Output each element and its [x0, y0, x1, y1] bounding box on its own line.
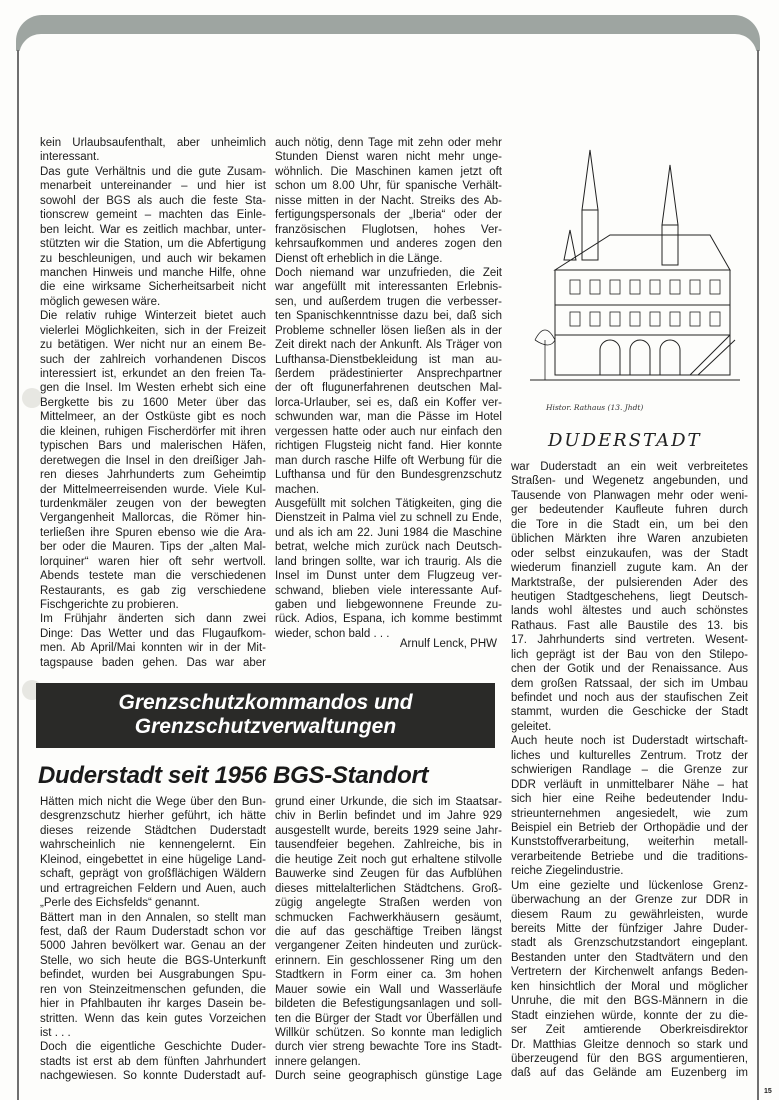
text-line: desgrenzschutz hierher geführt, ich hätte [40, 810, 266, 823]
text-line: Doch niemand war unzufrieden, die Zeit [275, 266, 502, 279]
text-line: schaft, geprägt von großflächigen Wäldern [40, 868, 266, 881]
text-line: Kleinod, eingebettet in eine hügelige Land- [40, 853, 266, 866]
text-line: ßerdem prädestinierter Ansprechpartner [275, 368, 502, 380]
text-line: zu betätigen. Wer nicht nur an einem Be- [40, 339, 266, 352]
text-line: rück. Adios, Espana, ich komme bestimmt [275, 613, 502, 626]
text-line: schwand, blieben viele interessante Auf- [275, 584, 502, 597]
text-line: fest, daß der Raum Duderstadt schon vor [40, 925, 266, 938]
text-line: land bringen sollte, war ich traurig. Als die [275, 555, 502, 568]
text-line: Bestanden unter den Stadtvätern und den [511, 951, 748, 964]
text-line: Dinge: Das Wetter und das Flugaufkom- [40, 627, 266, 640]
text-line: interessiert ist, erkundet an den freien Ta- [40, 368, 266, 380]
text-line: kehrsaufkommen und anderes zogen den [275, 238, 502, 251]
paragraph [40, 612, 266, 670]
text-line: bildeten die Befestigungsanlagen und soll- [275, 998, 502, 1011]
text-line: die eine wirksame Sicherheitsarbeit nicht [40, 281, 266, 294]
article1-column-2 [275, 136, 502, 641]
text-line: ser Zeit amtierende Oberkreisdirektor [511, 1024, 748, 1037]
page-header-band-inner [19, 34, 757, 74]
text-line: diesem Raum zu gewährleisten, wurde [511, 908, 748, 921]
text-line: Restaurants, es gab zig verschiedene [40, 584, 266, 597]
page-number: 15 [764, 1088, 772, 1095]
punch-hole [22, 388, 42, 408]
text-line: strieunternehmen angesiedelt, wie zum [511, 807, 748, 820]
text-line: sowohl der BGS als auch die feste Sta- [40, 194, 266, 207]
text-line: ten die Bürger der Stadt vor Überfällen und [275, 1012, 502, 1025]
text-line: stadt als Grenzschutzstandort eingeplant. [511, 937, 748, 950]
text-line: französischen Fluglotsen, hohes Ver- [275, 223, 502, 236]
text-line: und ertragreichen Feldern und Auen, auch [40, 882, 266, 895]
text-line: die kleinen, ruhigen Fischerdörfer mit ihren [40, 425, 266, 438]
article1-column-1 [40, 136, 266, 670]
text-line: durch vier streng bewachte Tore ins Stadt- [275, 1041, 502, 1054]
text-line: vergangener Zeiten hindeuten und zurück- [275, 940, 502, 953]
text-line: Dienstzeit in Palma viel zu schnell zu Ende, [275, 512, 502, 525]
paragraph [275, 497, 502, 641]
text-line: überwachung an der Grenze zur DDR in [511, 894, 748, 907]
text-line: Lufthansa und für den Bundesgrenzschutz [275, 469, 502, 482]
text-line: Straßen- und Wegenetz angebunden, und [511, 475, 748, 488]
text-line: Stadt einziehen würde, konnte der zu die- [511, 1009, 748, 1022]
text-line: chiv in Berlin befindet und im Jahre 929 [275, 810, 502, 823]
text-line: wahrscheinlich nie kennengelernt. Ein [40, 839, 266, 852]
text-line: 17. Jahrhunderts sind vertreten. Wesent- [511, 634, 748, 647]
text-line: Dr. Matthias Gleitze dennoch so stark und [511, 1038, 748, 1051]
text-line: bereits Mitte der fünfziger Jahre Duder- [511, 923, 748, 935]
text-line: hier in Pfahlbauten ihr karges Dasein be- [40, 998, 266, 1011]
text-line: gaben und liebgewonnene Freunde zu- [275, 599, 502, 611]
text-line: zu beschleunigen, und auch wir bekamen [40, 252, 266, 265]
text-line: 5000 Jahren bevölkert war. Genau an der [40, 940, 266, 953]
text-line: ren von Steinzeitmenschen gefunden, die [40, 983, 266, 996]
section-banner [36, 683, 495, 748]
text-line: Im Frühjahr änderten sich dann zwei [40, 613, 266, 626]
text-line: Ausgefüllt mit solchen Tätigkeiten, ging die [275, 497, 502, 510]
text-line: Stunden Dienst waren nicht mehr unge- [275, 151, 502, 164]
paragraph [40, 136, 266, 165]
text-line: befindet, wurden bei Ausgrabungen Spu- [40, 969, 266, 982]
text-line: ken hinsichtlich der Moral und möglicher [511, 980, 748, 993]
text-line: richtigen Flugsteig nicht fand. Hier konnte [275, 440, 502, 453]
text-line: die heutige Zeit noch gut erhaltene stilvolle [275, 853, 502, 866]
text-line: Stelle, wo sich heute die BGS-Unterkunft [40, 954, 266, 967]
text-line: dieses reizende Städtchen Duderstadt [40, 824, 266, 837]
section-banner-line-2: Grenzschutzverwaltungen [134, 715, 397, 738]
text-line: dem großen Ratssaal, der sich im Umbau [511, 677, 748, 690]
paragraph [511, 734, 748, 878]
text-line: lands wohl ältestes und auch schönstes [511, 605, 748, 618]
article-headline: Duderstadt seit 1956 BGS-Standort [38, 762, 429, 789]
text-line: vergessen hatte oder auch nur einfach den [275, 425, 502, 438]
article2-column-1 [40, 795, 266, 1084]
text-line: deretwegen die Insel in den dreißiger Jah- [40, 454, 266, 467]
text-line: Das gute Verhältnis und die gute Zusam- [40, 165, 266, 178]
text-line: ber oder die Mauren. Tips der „alten Mal- [40, 541, 266, 554]
paragraph [275, 795, 502, 1069]
illustration-caption: Histor. Rathaus (13. Jhdt) [546, 403, 644, 412]
paragraph [511, 460, 748, 734]
text-line: sich hier eine Reihe bedeutender Indu- [511, 793, 748, 806]
text-line: machen. [275, 483, 320, 496]
text-line: manchen Hinweis und manche Hilfe, ohne [40, 266, 266, 279]
text-line: schwunden war, man die Pässe im Hotel [275, 411, 502, 424]
text-line: geleitet. [511, 720, 552, 733]
text-line: der oft flugunerfahrenen deutschen Mal- [275, 382, 502, 395]
text-line: fertigungspersonals der „Iberia“ oder der [275, 209, 502, 222]
text-line: menarbeit untereinander – und hier ist [40, 180, 266, 193]
text-line: Lufthansa-Dienstbekleidung ist man au- [275, 353, 502, 366]
text-line: nachgewiesen. So konnte Duderstadt auf- [40, 1070, 266, 1083]
text-line: Insel im Dunst unter dem Flugzeug ver- [275, 570, 502, 583]
text-line: ren dieses Jahrhunderts zum Geheimtip [40, 469, 266, 482]
text-line: lorca-Urlauber, sei es, daß ein Koffer ver- [275, 396, 502, 409]
text-line: Beispiel ein Betrieb der Orthopädie und der [511, 821, 748, 834]
text-line: Dienst oft erheblich in die Länge. [275, 252, 443, 265]
text-line: Bättert man in den Annalen, so stellt man [40, 911, 266, 924]
text-line: ten Spanischkenntnisse dazu bei, daß sich [275, 310, 502, 323]
paragraph [40, 1040, 266, 1083]
section-banner-line-1: Grenzschutzkommandos und [118, 691, 413, 714]
text-line: typischen Bars und malerischen Häfen, [40, 440, 266, 453]
text-line: ben leicht. War es zeitlich machbar, unter- [40, 223, 266, 236]
text-line: die auf das geschäftige Treiben längst [275, 925, 502, 938]
text-line: Mauer sowie ein Wall und Wasserläufe [275, 983, 502, 996]
text-line: schmucken Fachwerkhäusern gesäumt, [275, 911, 502, 924]
text-line: der Mittelmeerreisenden wurde. Viele Kul- [40, 483, 266, 496]
text-line: daß auf das Gelände am Euzenberg im [511, 1067, 748, 1080]
text-line: tionscrew gemeint – machten das Einle- [40, 209, 266, 222]
text-line: erinnern. Ein geschlossener Ring um den [275, 954, 502, 967]
text-line: Vertretern der Kirchenwelt anfangs Beden- [511, 966, 748, 979]
text-line: men. Ab April/Mai konnten wir in der Mit- [40, 642, 266, 655]
text-line: Hätten mich nicht die Wege über den Bun- [40, 796, 266, 808]
text-line: Zeit direkt nach der Ankunft. Als Träger von [275, 339, 502, 352]
text-line: lich geprägt ist der Bau von den Stilepo- [511, 648, 748, 661]
paragraph [275, 136, 502, 266]
article2-column-3 [511, 460, 748, 1081]
text-line: auch nötig, denn Tage mit zehn oder mehr [275, 137, 502, 149]
text-line: Bergkette bis zu 1600 Meter über das [40, 396, 266, 409]
text-line: Bauwerke sind Zeugen für das Aufblühen [275, 868, 502, 881]
text-line: ausgestellt wurde, bereits 1929 seine Jahr- [275, 824, 502, 837]
text-line: sen, und außerdem trugen die verbesser- [275, 295, 502, 308]
text-line: befindet und noch aus der staufischen Zeit [511, 692, 748, 704]
text-line: „Perle des Eichsfelds“ genannt. [40, 897, 200, 910]
text-line: Rathaus. Fast alle Baustile des 13. bis [511, 619, 748, 632]
paragraph [275, 1069, 502, 1083]
illustration-title: DUDERSTADT [548, 430, 702, 451]
text-line: wieder, schon bald . . . [275, 627, 390, 640]
text-line: grund einer Urkunde, die sich im Staatsar- [275, 796, 502, 808]
text-line: interessant. [40, 151, 100, 164]
text-line: tausendfeier begehen. Zahlreiche, bis in [275, 839, 502, 852]
text-line: liches und kulturelles Zentrum. Trotz der [511, 749, 748, 762]
paragraph [40, 165, 266, 309]
text-line: Die relativ ruhige Winterzeit bietet auch [40, 310, 266, 323]
text-line: ist . . . [40, 1027, 71, 1039]
text-line: Auch heute noch ist Duderstadt wirtschaft- [511, 735, 748, 748]
paragraph [511, 879, 748, 1081]
text-line: such der zahlreich vorhandenen Discos [40, 353, 266, 366]
text-line: man durch rasche Hilfe oft Werbung für die [275, 454, 502, 467]
text-line: Doch die eigentliche Geschichte Duder- [40, 1041, 266, 1054]
text-line: Stadtkern in Form einer ca. 3m hohen [275, 969, 502, 982]
text-line: DDR verläuft in unmittelbarer Nähe – hat [511, 778, 748, 791]
text-line: reiche Ziegelindustrie. [511, 865, 624, 878]
text-line: war Duderstadt an ein weit verbreitetes [511, 461, 748, 473]
text-line: verarbeitende Betriebe und die traditions- [511, 850, 748, 863]
text-line: Fischgerichte zu probieren. [40, 599, 179, 611]
text-line: lorquiner“ waren hier oft sehr wertvoll. [40, 555, 266, 568]
text-line: heutigen Stadtgeschehens, liegt Deutsch- [511, 590, 748, 603]
text-line: Willkür schützen. So konnte man lediglich [275, 1027, 502, 1039]
text-line: terließen ihre Spuren ebenso wie die Ara- [40, 526, 266, 539]
text-line: Unruhe, die mit den BGS-Männern in die [511, 995, 748, 1008]
text-line: oder selbst einzukaufen, was der Stadt [511, 547, 748, 560]
text-line: gen die Insel. Im Westen erhebt sich eine [40, 382, 266, 395]
text-line: und als ich am 22. Juni 1984 die Maschine [275, 526, 502, 539]
author-signature: Arnulf Lenck, PHW [399, 638, 497, 650]
text-line: chen der Gotik und der Renaissance. Aus [511, 663, 748, 676]
paragraph [40, 795, 266, 911]
town-hall-illustration [510, 140, 750, 390]
text-line: wiederum finanziell zugute kam. An der [511, 562, 748, 575]
text-line: Kunststoffverarbeitung, weiterhin metall- [511, 836, 748, 849]
text-line: überzeugend für den BGS argumentieren, [511, 1052, 748, 1065]
text-line: Marktstraße, der pulsierenden Ader des [511, 576, 748, 589]
text-line: stammt, wurden die Geschicke der Stadt [511, 706, 748, 719]
text-line: war angefüllt mit interessanten Erlebnis- [275, 281, 502, 294]
text-line: zügig angelegte Straßen werden von [275, 897, 502, 910]
town-hall-sketch [530, 150, 740, 380]
paragraph [40, 911, 266, 1041]
text-line: tagspause baden gehen. Das war aber [40, 656, 266, 669]
left-frame-line [17, 50, 19, 1100]
text-line: wöhnlich. Die Maschinen kamen jetzt oft [275, 165, 502, 178]
text-line: Tausende von Planwagen mehr oder weni- [511, 489, 748, 502]
text-line: Abends testete man die verschiedenen [40, 570, 266, 583]
right-frame-line [757, 50, 759, 1100]
text-line: nisse mitten in der Nacht. Streiks des Ab- [275, 194, 502, 207]
text-line: betrat, welche mich zurück nach Deutsch- [275, 541, 502, 554]
text-line: stritten. Wenn das kein gutes Vorzeichen [40, 1012, 266, 1025]
paragraph [275, 266, 502, 497]
text-line: innere gelangen. [275, 1055, 361, 1068]
text-line: dieses mittelalterlichen Städtchens. Groß- [275, 882, 502, 895]
paragraph [40, 309, 266, 612]
text-line: Probleme schneller lösen ließen als in der [275, 324, 502, 337]
text-line: möglich gewesen wäre. [40, 295, 161, 308]
text-line: ger bedeutender Kaufleute fuhren durch [511, 504, 748, 517]
text-line: vielerlei Möglichkeiten, sich in der Freizeit [40, 324, 266, 337]
text-line: Durch seine geographisch günstige Lage [275, 1070, 502, 1083]
article2-column-2 [275, 795, 502, 1084]
text-line: Um eine gezielte und lückenlose Grenz- [511, 879, 748, 892]
text-line: Vergangenheit Mallorcas, die Römer hin- [40, 512, 266, 525]
text-line: stadts ist erst ab dem fünften Jahrhundert [40, 1055, 266, 1068]
text-line: kein Urlaubsaufenthalt, aber unheimlich [40, 137, 266, 149]
text-line: stützten wir die Station, um die Abfertigung [40, 238, 266, 251]
text-line: schwierigen Randlage – die Grenze zur [511, 764, 748, 777]
text-line: schon um 8.00 Uhr, für spanische Verhält- [275, 180, 502, 193]
text-line: die Tore in die Stadt ein, um bei den [511, 518, 748, 531]
text-line: turdenkmäler zeugen von der bewegten [40, 497, 266, 510]
text-line: Mittelmeer, an der Ostküste gibt es noch [40, 411, 266, 424]
text-line: üblichen Märkten ihre Waren anzubieten [511, 533, 748, 546]
